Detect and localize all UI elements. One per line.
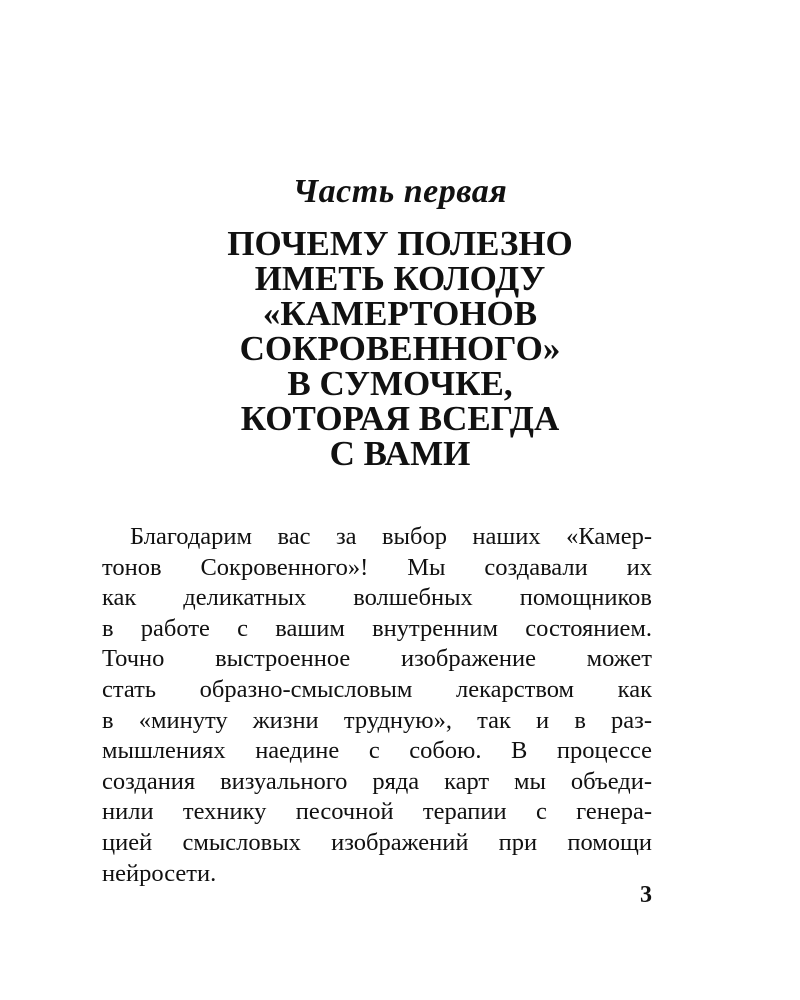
paragraph-line: тонов Сокровенного»! Мы создавали их <box>102 553 652 581</box>
paragraph-line: Благодарим вас за выбор наших «Камер- <box>130 523 652 550</box>
paragraph-line: Точно выстроенное изображение может <box>102 645 652 673</box>
chapter-title-line: СОКРОВЕННОГО» <box>239 329 561 368</box>
paragraph-line: в «минуту жизни трудную», так и в раз- <box>102 706 652 734</box>
part-heading: Часть первая <box>292 173 508 210</box>
chapter-title-line: С ВАМИ <box>329 434 471 473</box>
body-paragraph <box>102 522 652 889</box>
paragraph-line: стать образно-смысловым лекарством как <box>102 675 652 703</box>
chapter-title-line: ПОЧЕМУ ПОЛЕЗНО <box>227 224 573 263</box>
chapter-title-line: КОТОРАЯ ВСЕГДА <box>240 399 560 438</box>
chapter-title <box>120 226 680 471</box>
page-number: 3 <box>640 882 652 908</box>
paragraph-line: как деликатных волшебных помощников <box>102 584 652 612</box>
paragraph-line: в работе с вашим внутренним состоянием. <box>102 614 652 642</box>
chapter-title-line: «КАМЕРТОНОВ <box>262 294 538 333</box>
paragraph-line: нили технику песочной терапии с генера- <box>102 798 652 826</box>
chapter-title-line: В СУМОЧКЕ, <box>287 364 513 403</box>
paragraph-line: мышлениях наедине с собою. В процессе <box>102 737 652 765</box>
chapter-title-line: ИМЕТЬ КОЛОДУ <box>254 259 546 298</box>
paragraph-line: нейросети. <box>102 859 217 887</box>
paragraph-line: цией смысловых изображений при помощи <box>102 828 652 856</box>
paragraph-line: создания визуального ряда карт мы объеди- <box>102 767 652 795</box>
